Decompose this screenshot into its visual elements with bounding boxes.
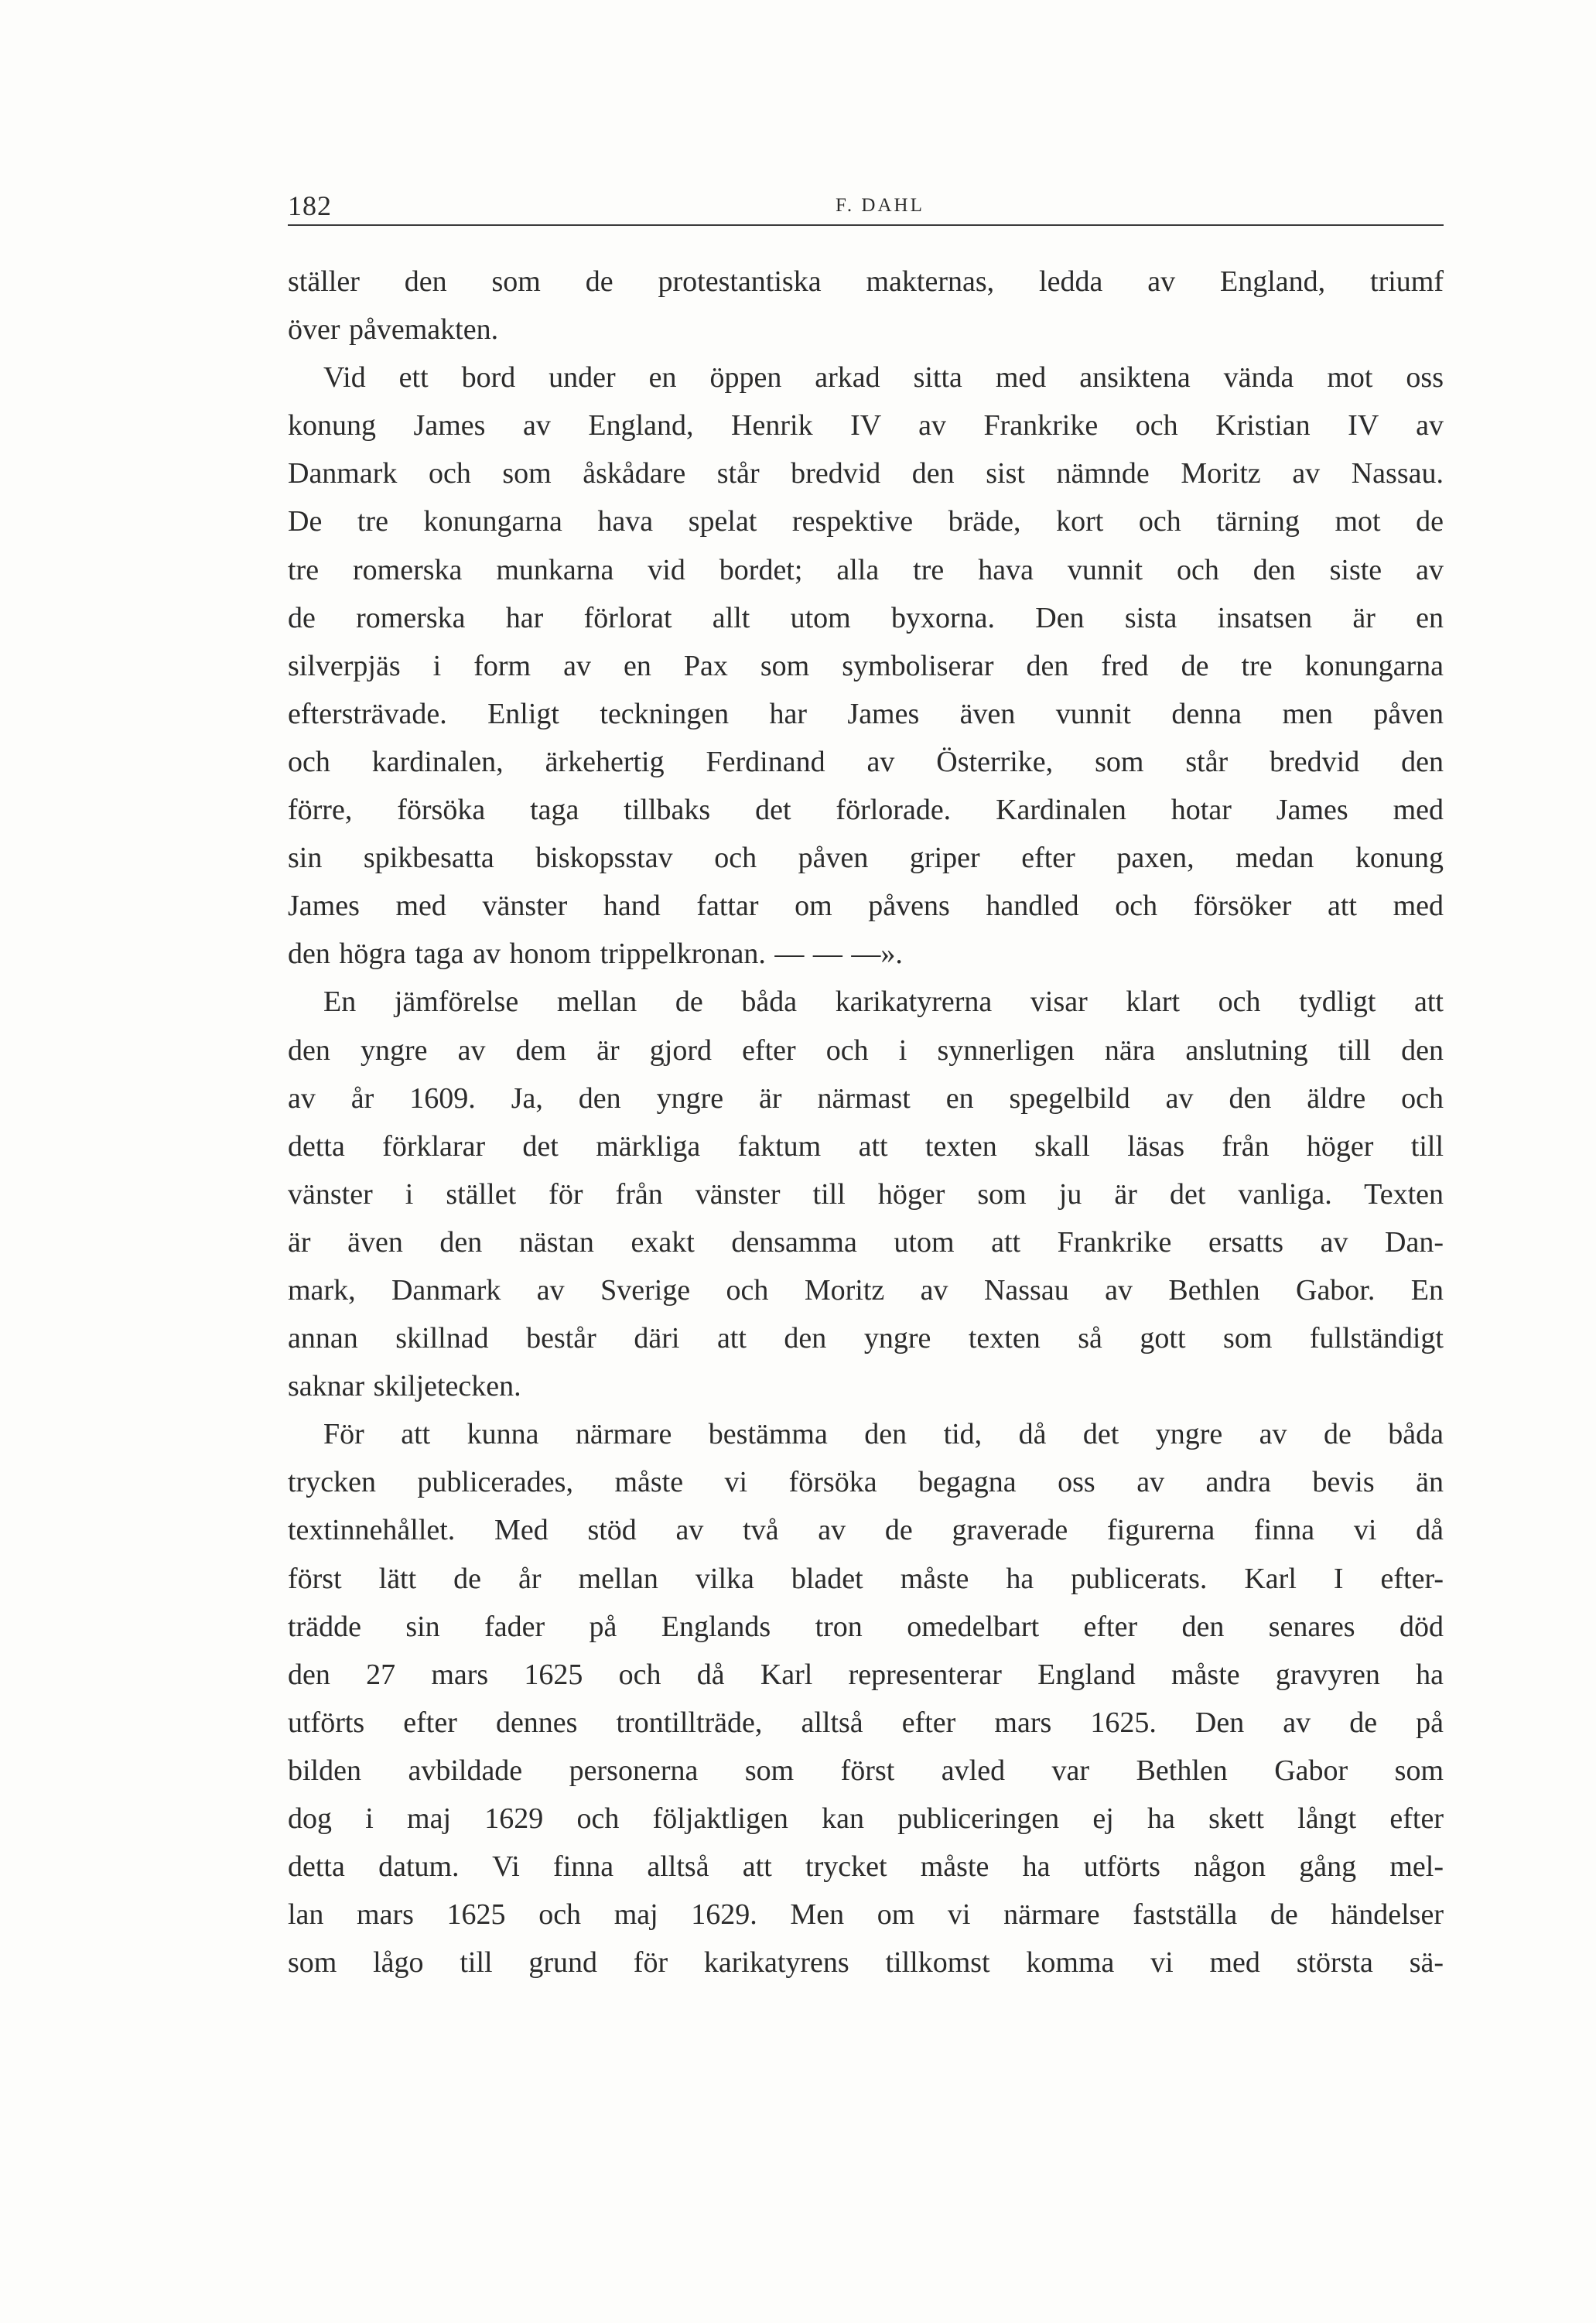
body-text: [288, 258, 1444, 1987]
text-line: vänster i stället för från vänster till höger som ju är det vanliga. Texten: [288, 1177, 1444, 1211]
text-line: De tre konungarna hava spelat respektive bräde, kort och tärning mot de: [288, 505, 1444, 538]
page-header: [288, 190, 1444, 226]
text-line: Vid ett bord under en öppen arkad sitta med ansiktena vända mot oss: [323, 361, 1444, 395]
text-line: av år 1609. Ja, den yngre är närmast en spegelbild av den äldre och: [288, 1081, 1444, 1115]
text-line: Danmark och som åskådare står bredvid den sist nämnde Moritz av Nassau.: [288, 457, 1444, 490]
text-line: annan skillnad består däri att den yngre texten så gott som fullständigt: [288, 1322, 1444, 1355]
running-head: F. DAHL: [836, 195, 924, 216]
text-line: konung James av England, Henrik IV av Frankrike och Kristian IV av: [288, 409, 1444, 442]
text-line: detta datum. Vi finna alltså att trycket måste ha utförts någon gång mel-: [288, 1850, 1444, 1884]
text-line: lan mars 1625 och maj 1629. Men om vi närmare fastställa de händelser: [288, 1898, 1444, 1932]
text-line: trycken publicerades, måste vi försöka begagna oss av andra bevis än: [288, 1466, 1444, 1499]
text-line: saknar skiljetecken.: [288, 1370, 521, 1403]
text-line: över påvemakten.: [288, 313, 499, 347]
text-line: förre, försöka taga tillbaks det förlorade. Kardinalen hotar James med: [288, 794, 1444, 827]
text-line: trädde sin fader på Englands tron omedelbart efter den senares död: [288, 1610, 1444, 1643]
text-line: är även den nästan exakt densamma utom att Frankrike ersatts av Dan-: [288, 1225, 1444, 1259]
text-line: mark, Danmark av Sverige och Moritz av Nassau av Bethlen Gabor. En: [288, 1273, 1444, 1307]
text-line: den yngre av dem är gjord efter och i synnerligen nära anslutning till den: [288, 1033, 1444, 1067]
text-line: silverpjäs i form av en Pax som symboliserar den fred de tre konungarna: [288, 649, 1444, 682]
text-line: utförts efter dennes trontillträde, alltså efter mars 1625. Den av de på: [288, 1706, 1444, 1739]
text-line: eftersträvade. Enligt teckningen har James även vunnit denna men påven: [288, 697, 1444, 730]
text-line: James med vänster hand fattar om påvens handled och försöker att med: [288, 890, 1444, 923]
text-line: dog i maj 1629 och följaktligen kan publiceringen ej ha skett långt efter: [288, 1802, 1444, 1835]
page-number: 182: [288, 190, 332, 221]
text-line: de romerska har förlorat allt utom byxorna. Den sista insatsen är en: [288, 601, 1444, 634]
text-line: För att kunna närmare bestämma den tid, då det yngre av de båda: [323, 1418, 1444, 1451]
text-line: textinnehållet. Med stöd av två av de graverade figurerna finna vi då: [288, 1514, 1444, 1547]
text-line: den högra taga av honom trippelkronan. — — —».: [288, 938, 903, 971]
text-line: bilden avbildade personerna som först avled var Bethlen Gabor som: [288, 1754, 1444, 1787]
text-line: som lågo till grund för karikatyrens tillkomst komma vi med största sä-: [288, 1946, 1444, 1980]
text-line: den 27 mars 1625 och då Karl representerar England måste gravyren ha: [288, 1658, 1444, 1691]
text-line: och kardinalen, ärkehertig Ferdinand av Österrike, som står bredvid den: [288, 745, 1444, 778]
text-line: först lätt de år mellan vilka bladet måste ha publicerats. Karl I efter-: [288, 1562, 1444, 1595]
text-line: detta förklarar det märkliga faktum att texten skall läsas från höger till: [288, 1129, 1444, 1163]
text-line: ställer den som de protestantiska makternas, ledda av England, triumf: [288, 265, 1444, 298]
text-line: tre romerska munkarna vid bordet; alla tre hava vunnit och den siste av: [288, 553, 1444, 586]
text-line: sin spikbesatta biskopsstav och påven griper efter paxen, medan konung: [288, 842, 1444, 875]
text-line: En jämförelse mellan de båda karikatyrerna visar klart och tydligt att: [323, 986, 1444, 1019]
